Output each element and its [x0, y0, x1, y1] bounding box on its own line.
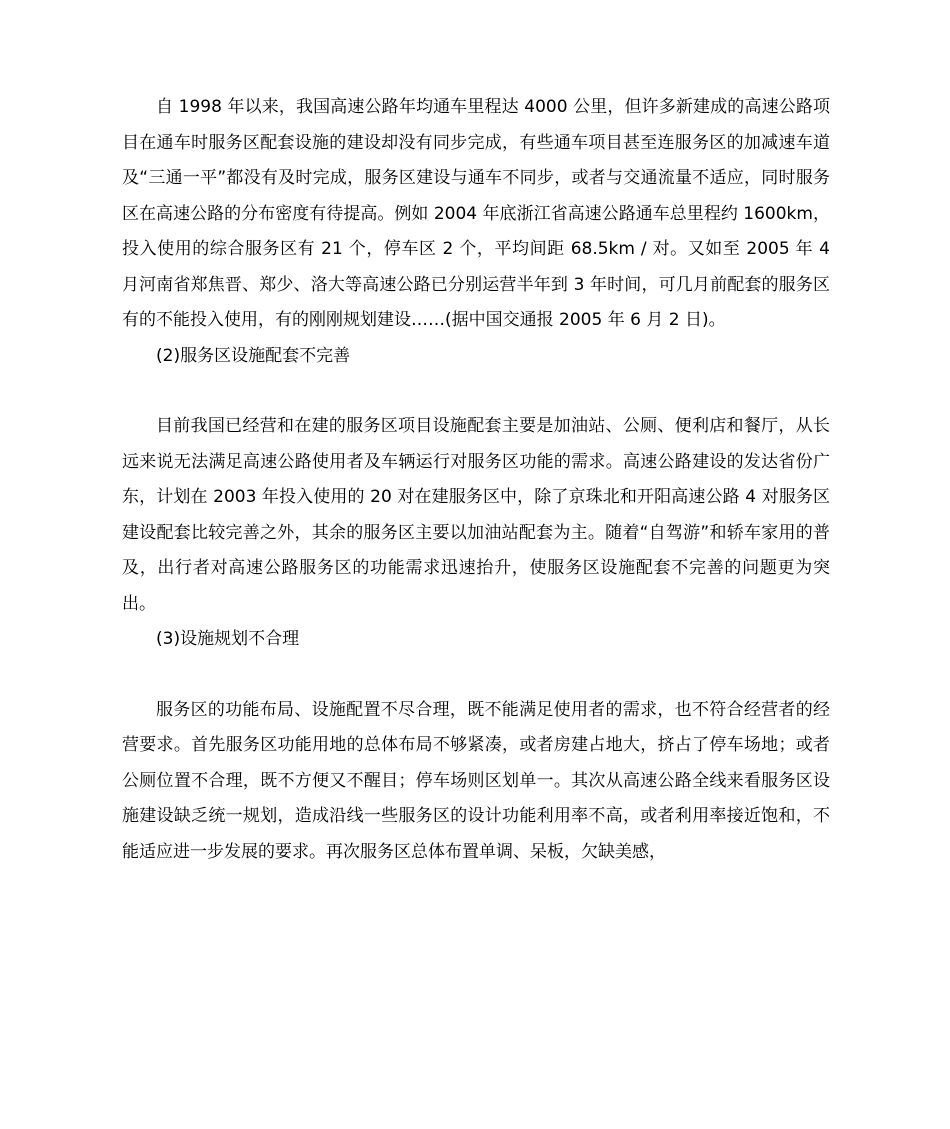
paragraph-expressway-service-area-lag: 自 1998 年以来，我国高速公路年均通车里程达 4000 公里，但许多新建成的高速公路项目在通车时服务区配套设施的建设却没有同步完成，有些通车项目甚至连服务区的加减速车道及“三通一平”都没有及时完成，服务区建设与通车不同步，或者与交通流量不适应，同时服务区在高速公路的分布密度有待提高。例如 2004 年底浙江省高速公路通车总里程约 1600km，投入使用的综合服务区有 21 个，停车区 2 个，平均间距 68.5km / 对。又如至 2005 年 4 月河南省郑焦晋、郑少、洛大等高速公路已分别运营半年到 3 年时间，可几月前配套的服务区有的不能投入使用，有的刚刚规划建设……(据中国交通报 2005 年 6 月 2 日)。 — [122, 97, 830, 330]
paragraph-planning-unreasonable: 服务区的功能布局、设施配置不尽合理，既不能满足使用者的需求，也不符合经营者的经营要求。首先服务区功能用地的总体布局不够紧凑，或者房建占地大，挤占了停车场地；或者公厕位置不合理，既不方便又不醒目；停车场则区划单一。其次从高速公路全线来看服务区设施建设缺乏统一规划，造成沿线一些服务区的设计功能利用率不高，或者利用率接近饱和，不能适应进一步发展的要求。再次服务区总体布置单调、呆板，欠缺美感， — [122, 699, 830, 862]
paragraph-facility-incomplete: 目前我国已经营和在建的服务区项目设施配套主要是加油站、公厕、便利店和餐厅，从长远来说无法满足高速公路使用者及车辆运行对服务区功能的需求。高速公路建设的发达省份广东，计划在 2003 年投入使用的 20 对在建服务区中，除了京珠北和开阳高速公路 4 对服务区建设配套比较完善之外，其余的服务区主要以加油站配套为主。随着“自驾游”和轿车家用的普及，出行者对高速公路服务区的功能需求迅速抬升，使服务区设施配套不完善的问题更为突出。 — [122, 416, 830, 614]
section-heading-facility-incomplete: (2)服务区设施配套不完善 — [156, 345, 351, 366]
section-heading-planning-unreasonable: (3)设施规划不合理 — [156, 629, 300, 649]
document-page — [122, 90, 830, 870]
